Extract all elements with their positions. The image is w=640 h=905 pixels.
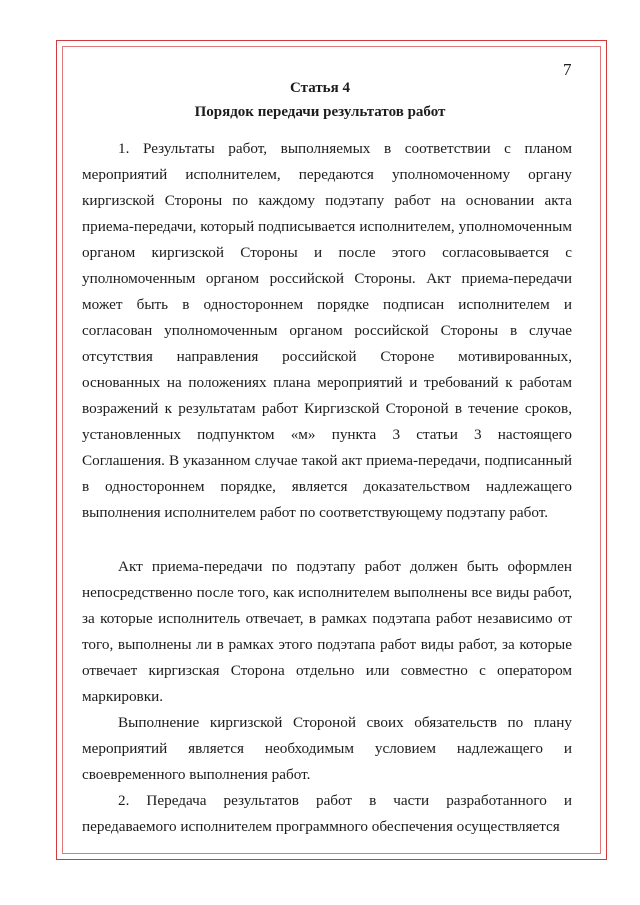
page-number: 7 xyxy=(563,60,572,79)
paragraph-2: Акт приема-передачи по подэтапу работ должен быть оформлен непосредственно после того, как исполнителем выполнены все виды работ, за которые исполнитель отвечает, в рамках подэтапа работ независимо от того, выполнены ли в рамках этого подэтапа работ виды работ, за которые отвечает киргизская Сторона отдельно или совместно с оператором маркировки. xyxy=(82,558,572,705)
paragraph-1: 1. Результаты работ, выполняемых в соответствии с планом мероприятий исполнителем, передаются уполномоченному органу киргизской Стороны по каждому подэтапу работ на основании акта приема-передачи, который подписывается исполнителем, уполномоченным органом киргизской Стороны и после этого согласовывается с уполномоченным органом российской Стороны. Акт приема-передачи может быть в одностороннем порядке подписан исполнителем и согласован уполномоченным органом российской Стороны в случае отсутствия направления российской Стороне мотивированных, основанных на положениях плана мероприятий и требований к работам возражений к результатам работ Киргизской Стороной в течение сроков, установленных подпунктом «м» пункта 3 статьи 3 настоящего Соглашения. В указанном случае такой акт приема-передачи, подписанный в одностороннем порядке, является доказательством надлежащего выполнения исполнителем работ по соответствующему подэтапу работ. xyxy=(82,140,572,521)
article-title: Статья 4 xyxy=(290,80,350,96)
paragraph-4: 2. Передача результатов работ в части разработанного и передаваемого исполнителем программного обеспечения осуществляется xyxy=(82,792,572,835)
article-subtitle: Порядок передачи результатов работ xyxy=(194,104,446,120)
paragraph-3: Выполнение киргизской Стороной своих обязательств по плану мероприятий является необходимым условием надлежащего и своевременного выполнения работ. xyxy=(82,714,572,783)
